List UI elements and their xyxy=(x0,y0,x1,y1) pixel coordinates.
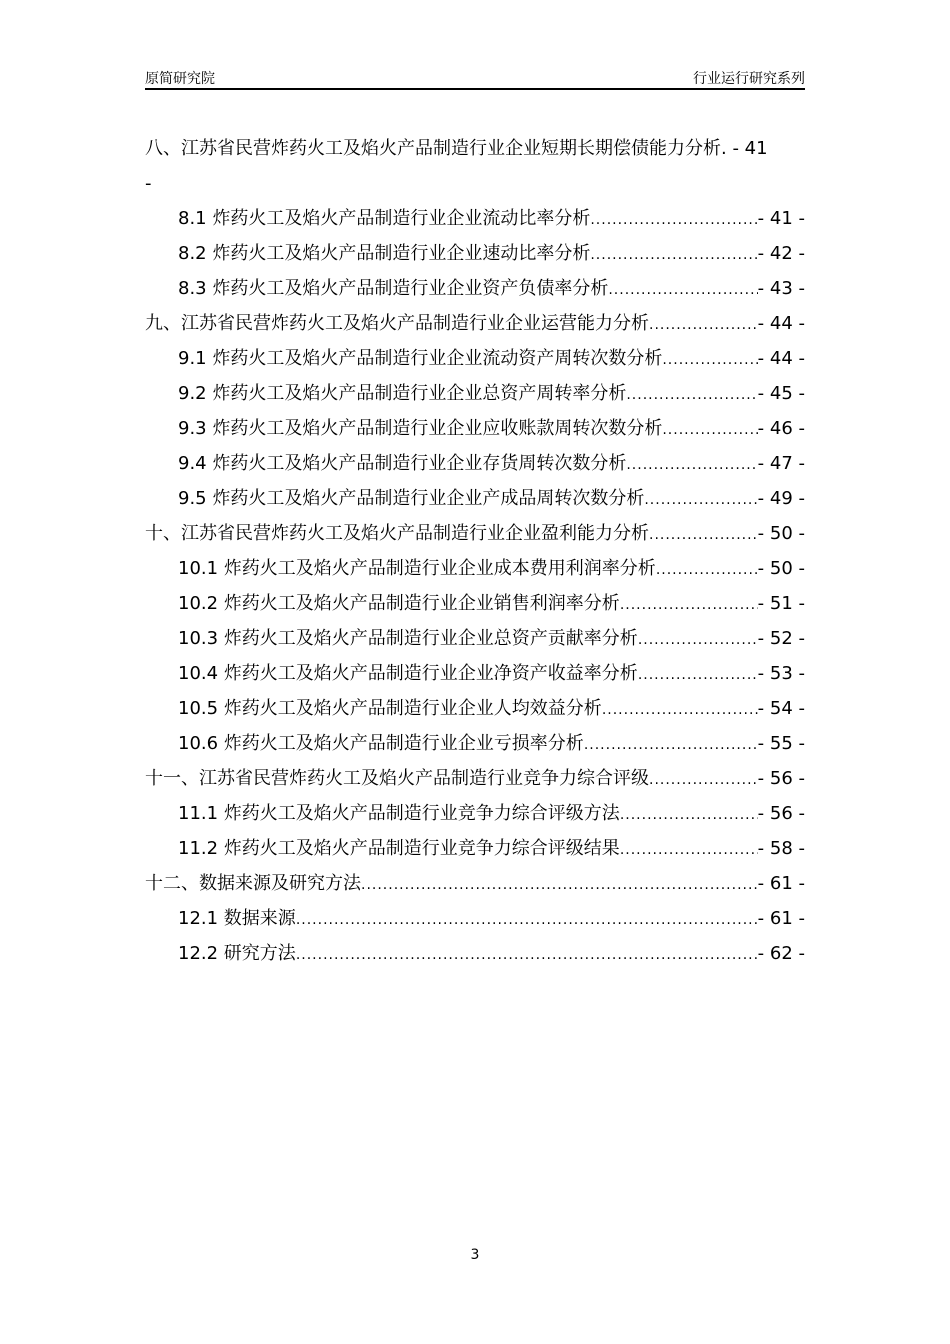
toc-entry-page: - 58 - xyxy=(757,838,805,859)
toc-entry[interactable] xyxy=(145,201,805,236)
toc-entry-title: 十一、江苏省民营炸药火工及焰火产品制造行业竞争力综合评级 xyxy=(145,768,649,789)
toc-entry[interactable] xyxy=(145,516,805,551)
dot-leader xyxy=(626,378,757,413)
toc-entry[interactable] xyxy=(145,586,805,621)
dot-leader xyxy=(638,658,758,693)
toc-entry-page: - 41 xyxy=(726,138,768,159)
dot-leader xyxy=(620,833,758,868)
toc-entry[interactable] xyxy=(145,376,805,411)
page-number: 3 xyxy=(470,1247,480,1263)
toc-entry-page: - 52 - xyxy=(757,628,805,649)
toc-entry-page: - 42 - xyxy=(757,243,805,264)
toc-entry-page: - 50 - xyxy=(757,558,805,579)
toc-entry[interactable] xyxy=(145,761,805,796)
toc-entry[interactable] xyxy=(145,866,805,901)
dot-leader xyxy=(649,308,758,343)
toc-entry-page: - 61 - xyxy=(757,873,805,894)
dot-leader xyxy=(626,448,757,483)
dot-leader xyxy=(296,938,758,973)
dot-leader xyxy=(638,623,758,658)
toc-entry-title: 10.4 炸药火工及焰火产品制造行业企业净资产收益率分析 xyxy=(178,663,638,684)
toc-entry-title: 八、江苏省民营炸药火工及焰火产品制造行业企业短期长期偿债能力分析. xyxy=(145,138,727,159)
dot-leader xyxy=(590,238,757,273)
toc-entry-page: - 47 - xyxy=(757,453,805,474)
dot-leader xyxy=(584,728,758,763)
dot-leader xyxy=(662,343,757,378)
dot-leader xyxy=(602,693,758,728)
toc-entry[interactable] xyxy=(145,656,805,691)
toc-entry-title: 9.5 炸药火工及焰火产品制造行业企业产成品周转次数分析 xyxy=(178,488,645,509)
dot-leader xyxy=(644,483,757,518)
dot-leader xyxy=(662,413,757,448)
dot-leader xyxy=(296,903,758,938)
toc-entry-title: 九、江苏省民营炸药火工及焰火产品制造行业企业运营能力分析 xyxy=(145,313,649,334)
toc-entry-title: 十二、数据来源及研究方法 xyxy=(145,873,361,894)
dot-leader xyxy=(590,203,757,238)
dot-leader xyxy=(649,763,758,798)
dot-leader xyxy=(608,273,757,308)
toc-entry-title: 8.3 炸药火工及焰火产品制造行业企业资产负债率分析 xyxy=(178,278,609,299)
toc-entry-page: - 51 - xyxy=(757,593,805,614)
toc-entry-page: - 61 - xyxy=(757,908,805,929)
dot-leader xyxy=(620,798,758,833)
toc-entry[interactable] xyxy=(145,271,805,306)
toc-entry[interactable] xyxy=(145,726,805,761)
page-header xyxy=(145,66,805,90)
dot-leader xyxy=(656,553,758,588)
dot-leader xyxy=(361,868,758,903)
toc-entry-title: 9.3 炸药火工及焰火产品制造行业企业应收账款周转次数分析 xyxy=(178,418,663,439)
toc-entry[interactable] xyxy=(145,831,805,866)
toc-entry-title: 12.1 数据来源 xyxy=(178,908,296,929)
header-series: 行业运行研究系列 xyxy=(693,71,805,87)
toc-entry-page: - 53 - xyxy=(757,663,805,684)
toc-entry-page: - 55 - xyxy=(757,733,805,754)
table-of-contents xyxy=(145,131,805,971)
toc-entry-title: 10.6 炸药火工及焰火产品制造行业企业亏损率分析 xyxy=(178,733,584,754)
toc-entry-title: 10.3 炸药火工及焰火产品制造行业企业总资产贡献率分析 xyxy=(178,628,638,649)
toc-entry-title: 11.1 炸药火工及焰火产品制造行业竞争力综合评级方法 xyxy=(178,803,620,824)
toc-entry[interactable] xyxy=(145,446,805,481)
toc-entry-page-continued: - xyxy=(145,173,152,194)
toc-entry-title: 10.2 炸药火工及焰火产品制造行业企业销售利润率分析 xyxy=(178,593,620,614)
toc-entry-page: - 50 - xyxy=(757,523,805,544)
toc-entry-page: - 45 - xyxy=(757,383,805,404)
toc-entry-page: - 44 - xyxy=(757,348,805,369)
toc-entry[interactable] xyxy=(145,551,805,586)
toc-entry-page: - 41 - xyxy=(757,208,805,229)
toc-entry-page: - 44 - xyxy=(757,313,805,334)
dot-leader xyxy=(620,588,758,623)
toc-entry[interactable] xyxy=(145,341,805,376)
toc-entry-title: 10.1 炸药火工及焰火产品制造行业企业成本费用利润率分析 xyxy=(178,558,656,579)
toc-entry-title: 8.2 炸药火工及焰火产品制造行业企业速动比率分析 xyxy=(178,243,591,264)
toc-entry-page: - 54 - xyxy=(757,698,805,719)
toc-entry[interactable] xyxy=(145,936,805,971)
toc-entry[interactable] xyxy=(145,481,805,516)
toc-entry-page: - 62 - xyxy=(757,943,805,964)
toc-entry-page: - 56 - xyxy=(757,768,805,789)
toc-entry-page: - 46 - xyxy=(757,418,805,439)
toc-entry[interactable] xyxy=(145,411,805,446)
toc-entry[interactable] xyxy=(145,306,805,341)
toc-entry-title: 8.1 炸药火工及焰火产品制造行业企业流动比率分析 xyxy=(178,208,591,229)
toc-entry-page: - 49 - xyxy=(757,488,805,509)
toc-entry[interactable] xyxy=(145,901,805,936)
toc-entry-title: 12.2 研究方法 xyxy=(178,943,296,964)
toc-entry-title: 9.4 炸药火工及焰火产品制造行业企业存货周转次数分析 xyxy=(178,453,627,474)
toc-entry[interactable] xyxy=(145,691,805,726)
toc-entry[interactable] xyxy=(145,131,805,201)
toc-entry-title: 9.2 炸药火工及焰火产品制造行业企业总资产周转率分析 xyxy=(178,383,627,404)
toc-entry[interactable] xyxy=(145,796,805,831)
toc-entry-title: 11.2 炸药火工及焰火产品制造行业竞争力综合评级结果 xyxy=(178,838,620,859)
toc-entry[interactable] xyxy=(145,621,805,656)
header-org: 原简研究院 xyxy=(145,71,215,87)
toc-entry-title: 10.5 炸药火工及焰火产品制造行业企业人均效益分析 xyxy=(178,698,602,719)
toc-entry-page: - 56 - xyxy=(757,803,805,824)
toc-entry-page: - 43 - xyxy=(757,278,805,299)
dot-leader xyxy=(649,518,758,553)
toc-entry-title: 十、江苏省民营炸药火工及焰火产品制造行业企业盈利能力分析 xyxy=(145,523,649,544)
toc-entry-title: 9.1 炸药火工及焰火产品制造行业企业流动资产周转次数分析 xyxy=(178,348,663,369)
toc-entry[interactable] xyxy=(145,236,805,271)
